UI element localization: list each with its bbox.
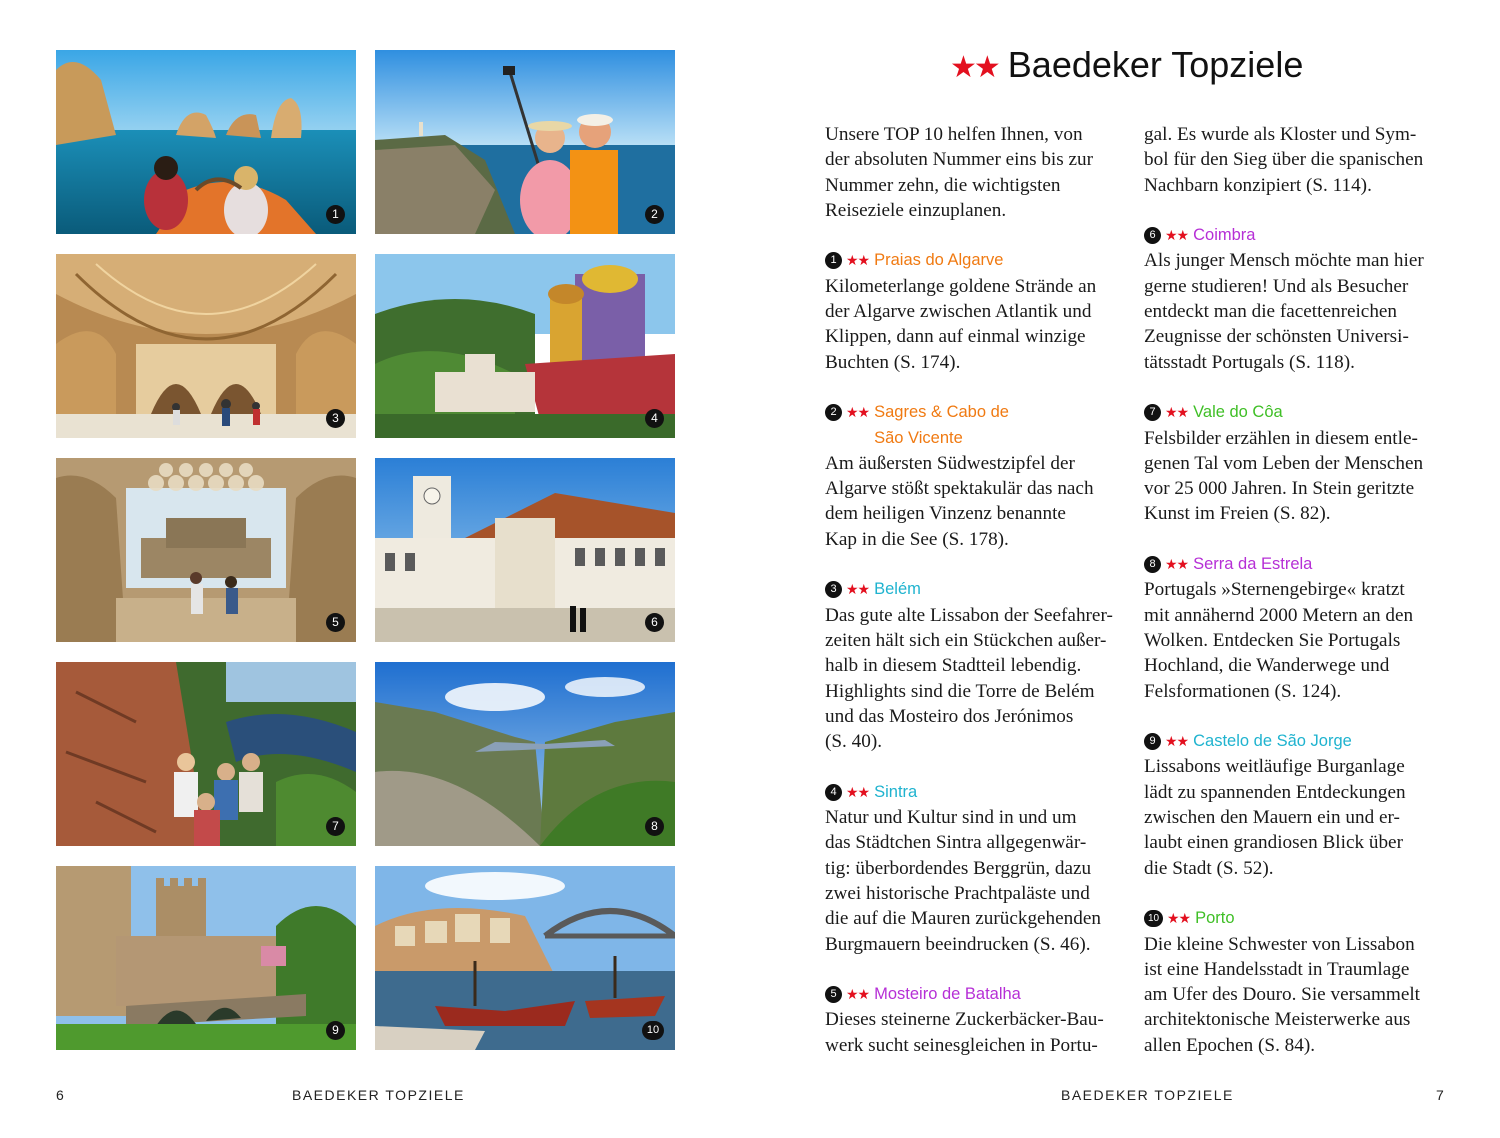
title-stars-icon: ★★ <box>950 51 998 84</box>
photo-number-badge: 3 <box>326 409 345 428</box>
entry-2 <box>825 400 1135 552</box>
photo-serra-da-estrela <box>375 662 675 846</box>
entry-title: Castelo de São Jorge <box>1193 732 1352 751</box>
stars-icon: ★★ <box>846 986 870 1003</box>
entry-text: Kilometerlange goldene Strände an der Algarve zwischen Atlantik und Klippen, dann auf einmal winzige Buchten (S. 174). <box>825 275 1097 373</box>
entry-text: Natur und Kultur sind in und um das Städtchen Sintra allgegenwär- tig: überbordendes Berggrün, dazu zwei historische Prachtpaläste und die auf die Mauren zurückgehenden Burgmauern beeindrucken (S. 46). <box>825 807 1101 955</box>
stars-icon: ★★ <box>846 252 870 269</box>
entry-number-badge: 10 <box>1144 910 1163 927</box>
page-title-text: Baedeker Topziele <box>1007 44 1304 85</box>
page-title <box>950 44 1303 86</box>
entry-1 <box>825 248 1135 374</box>
entry-5 <box>825 982 1135 1058</box>
stars-icon: ★★ <box>846 404 870 421</box>
entry-title: Porto <box>1195 909 1235 928</box>
stars-icon: ★★ <box>1165 556 1189 573</box>
stars-icon: ★★ <box>846 783 870 800</box>
entry-number-badge: 8 <box>1144 556 1161 573</box>
entry-text: Am äußersten Südwestzipfel der Algarve stößt spektakulär das nach dem heiligen Vinzenz benannte Kap in die See (S. 178). <box>825 452 1094 550</box>
photo-vale-do-coa <box>56 662 356 846</box>
photo-sintra <box>375 254 675 438</box>
entry-6 <box>1144 223 1454 375</box>
entry-9 <box>1144 729 1454 881</box>
photo-number-badge: 7 <box>326 817 345 836</box>
right-page <box>750 0 1500 1138</box>
photo-number-badge: 5 <box>326 613 345 632</box>
photo-number-badge: 6 <box>645 613 664 632</box>
stars-icon: ★★ <box>1165 404 1189 421</box>
entry-3 <box>825 577 1135 754</box>
entry-5-continued-text: gal. Es wurde als Kloster und Sym- bol für den Sieg über die spanischen Nachbarn konzipiert (S. 114). <box>1144 124 1424 196</box>
text-column-left <box>825 122 1135 1058</box>
entry-number-badge: 7 <box>1144 404 1161 421</box>
page-number-left: 6 <box>56 1087 66 1103</box>
entry-text: Das gute alte Lissabon der Seefahrer- zeiten hält sich ein Stückchen außer- halb in diesem Stadtteil lebendig. Highlights sind die Torre de Belém und das Mosteiro dos Jerónimos (S. 40). <box>825 604 1113 753</box>
entry-number-badge: 4 <box>825 784 842 801</box>
entry-number-badge: 5 <box>825 986 842 1003</box>
running-head-right: BAEDEKER TOPZIELE <box>1061 1087 1234 1103</box>
entry-title: Coimbra <box>1193 226 1256 245</box>
entry-number-badge: 3 <box>825 581 842 598</box>
photo-number-badge: 1 <box>326 205 345 224</box>
entry-number-badge: 2 <box>825 404 842 421</box>
entry-number-badge: 6 <box>1144 227 1161 244</box>
entry-4 <box>825 780 1135 957</box>
entry-title: Mosteiro de Batalha <box>874 985 1021 1004</box>
entry-text: Portugals »Sternengebirge« kratzt mit annähernd 2000 Metern an den Wolken. Entdecken Sie Portugals Hochland, die Wanderwege und Felsformationen (S. 124). <box>1144 579 1414 702</box>
entry-text: Als junger Mensch möchte man hier gerne studieren! Und als Besucher entdeckt man die facettenreichen Zeugnisse der schönsten Universi- tätsstadt Portugals (S. 118). <box>1144 250 1424 373</box>
entry-number-badge: 9 <box>1144 733 1161 750</box>
stars-icon: ★★ <box>1165 227 1189 244</box>
photo-number-badge: 8 <box>645 817 664 836</box>
photo-porto <box>375 866 675 1050</box>
intro-paragraph: Unsere TOP 10 helfen Ihnen, von der absoluten Nummer eins bis zur Nummer zehn, die wichtigsten Reiseziele einzuplanen. <box>825 124 1094 221</box>
entry-7 <box>1144 400 1454 526</box>
photo-number-badge: 4 <box>645 409 664 428</box>
entry-title: Sintra <box>874 782 918 801</box>
photo-belem <box>56 254 356 438</box>
photo-sagres <box>375 50 675 234</box>
photo-number-badge: 10 <box>642 1021 664 1040</box>
entry-text: Dieses steinerne Zuckerbäcker-Bau- werk sucht seinesgleichen in Portu- <box>825 1009 1104 1056</box>
entry-title: Serra da Estrela <box>1193 555 1313 574</box>
stars-icon: ★★ <box>1165 733 1189 750</box>
entry-text: Lissabons weitläufige Burganlage lädt zu spannenden Entdeckungen zwischen den Mauern ein und er- laubt einen grandiosen Blick über die Stadt (S. 52). <box>1144 756 1406 879</box>
photo-batalha <box>56 458 356 642</box>
photo-praias-do-algarve <box>56 50 356 234</box>
entry-number-badge: 1 <box>825 252 842 269</box>
stars-icon: ★★ <box>846 581 870 598</box>
entry-10 <box>1144 906 1454 1058</box>
entry-title: Belém <box>874 580 921 599</box>
text-column-right <box>1144 122 1454 1058</box>
page-number-right: 7 <box>1436 1087 1446 1103</box>
entry-8 <box>1144 552 1454 704</box>
photo-coimbra <box>375 458 675 642</box>
running-head-left: BAEDEKER TOPZIELE <box>292 1087 465 1103</box>
stars-icon: ★★ <box>1167 910 1191 927</box>
photo-number-badge: 9 <box>326 1021 345 1040</box>
entry-title: Praias do Algarve <box>874 251 1004 270</box>
entry-title: Sagres & Cabo de São Vicente <box>874 403 1009 447</box>
photo-castelo-de-sao-jorge <box>56 866 356 1050</box>
photo-number-badge: 2 <box>645 205 664 224</box>
entry-text: Felsbilder erzählen in diesem entle- genen Tal vom Leben der Menschen vor 25 000 Jahren. In Stein geritzte Kunst im Freien (S. 82). <box>1144 427 1424 525</box>
entry-text: Die kleine Schwester von Lissabon ist eine Handelsstadt in Traumlage am Ufer des Douro. Sie versammelt architektonische Meisterwerke aus allen Epochen (S. 84). <box>1144 933 1421 1056</box>
entry-title: Vale do Côa <box>1193 403 1283 422</box>
